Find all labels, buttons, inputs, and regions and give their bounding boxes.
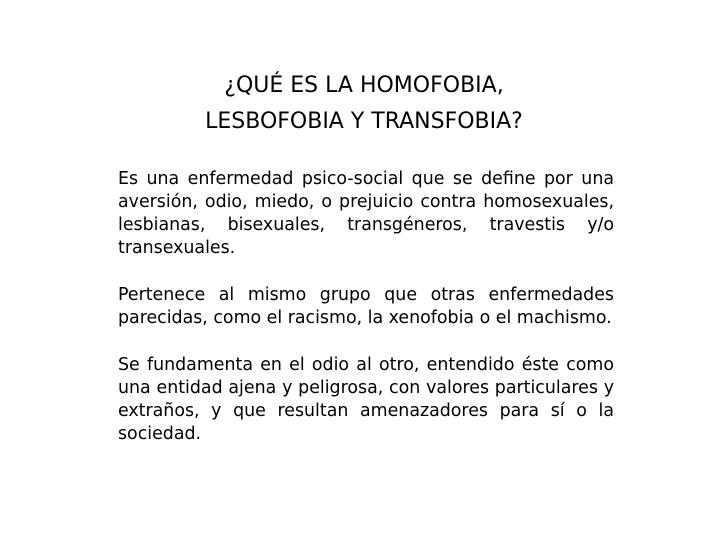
slide-title-line-2: LESBOFOBIA Y TRANSFOBIA? — [205, 109, 523, 134]
slide-body — [118, 168, 614, 470]
slide-title-line-1: ¿QUÉ ES LA HOMOFOBIA, — [224, 73, 504, 98]
paragraph-foundation: Se fundamenta en el odio al otro, entendido éste como una entidad ajena y peligrosa, con valores particulares y extraños, y que resultan amenazadores para sí o la sociedad. — [118, 355, 614, 444]
slide-title — [0, 68, 728, 140]
paragraph-definition: Es una enfermedad psico-social que se define por una aversión, odio, miedo, o prejuicio contra homosexuales, lesbianas, bisexuales, transgéneros, travestis y/o transexuales. — [118, 169, 614, 258]
paragraph-related-illnesses: Pertenece al mismo grupo que otras enfermedades parecidas, como el racismo, la xenofobia o el machismo. — [118, 285, 614, 328]
